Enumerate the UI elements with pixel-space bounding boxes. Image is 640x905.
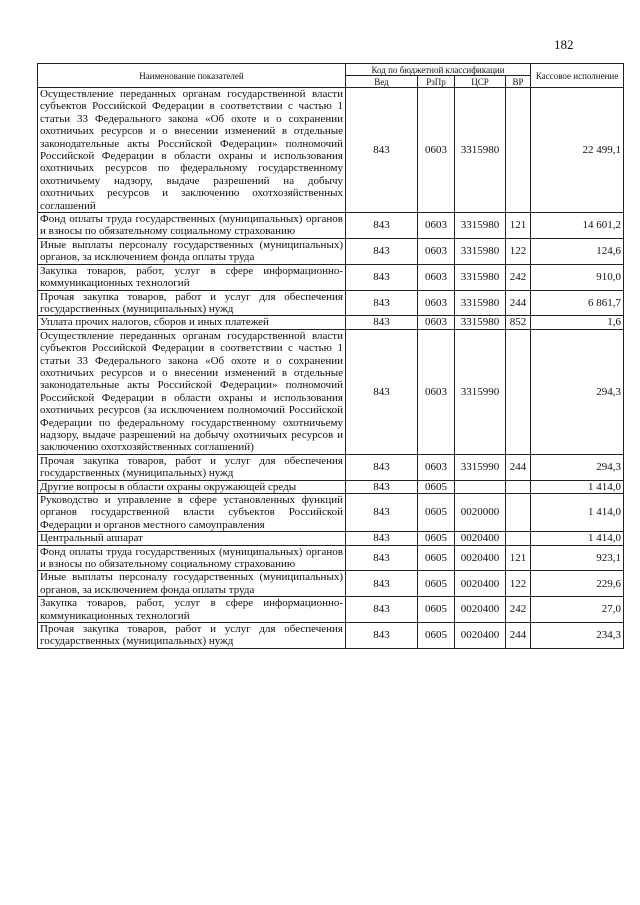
row-vr: 244 (506, 454, 531, 480)
header-name: Наименование показателей (38, 64, 346, 88)
page-number: 182 (554, 37, 574, 52)
row-rzpr: 0603 (418, 329, 455, 454)
row-name: Фонд оплаты труда государственных (муниципальных) органов и взносы по обязательному социальному страхованию (38, 545, 346, 571)
row-vr: 852 (506, 316, 531, 329)
row-ved: 843 (346, 480, 418, 493)
row-amount: 27,0 (531, 597, 624, 623)
row-rzpr: 0605 (418, 494, 455, 532)
table-row (38, 597, 624, 623)
header-vr: ВР (506, 76, 531, 88)
row-csr: 0020400 (455, 623, 506, 649)
row-amount: 22 499,1 (531, 88, 624, 213)
row-rzpr: 0605 (418, 532, 455, 545)
row-amount: 1 414,0 (531, 532, 624, 545)
table-row (38, 571, 624, 597)
header-csr: ЦСР (455, 76, 506, 88)
row-vr (506, 88, 531, 213)
row-vr: 244 (506, 290, 531, 316)
header-execution: Кассовое исполнение (531, 64, 624, 88)
table-row (38, 238, 624, 264)
row-name: Иные выплаты персоналу государственных (муниципальных) органов, за исключением фонда оплаты труда (38, 571, 346, 597)
row-csr: 0020400 (455, 597, 506, 623)
table-row (38, 623, 624, 649)
row-vr (506, 532, 531, 545)
header-ved: Вед (346, 76, 418, 88)
table-row (38, 454, 624, 480)
table-row (38, 88, 624, 213)
row-name: Осуществление переданных органам государственной власти субъектов Российской Федерации в соответствии с частью 1 статьи 33 Федерального закона «Об охоте и о сохранении охотничьих ресурсов и о внесении изменений в отдельные законодательные акты Российской Федерации» полномочий Российской Федерации в области охраны и использования охотничьих ресурсов (за исключением полномочий Российской Федерации по федеральному государственному охотничьему надзору, выдаче разрешений на добычу охотничьих ресурсов и заключению охотхозяйственных соглашений) (38, 329, 346, 454)
row-name: Закупка товаров, работ, услуг в сфере информационно-коммуникационных технологий (38, 264, 346, 290)
row-amount: 234,3 (531, 623, 624, 649)
row-rzpr: 0605 (418, 480, 455, 493)
row-amount: 923,1 (531, 545, 624, 571)
row-amount: 1,6 (531, 316, 624, 329)
header-code-group: Код по бюджетной классификации (346, 64, 531, 76)
row-ved: 843 (346, 238, 418, 264)
row-ved: 843 (346, 213, 418, 239)
row-ved: 843 (346, 532, 418, 545)
row-csr: 3315990 (455, 454, 506, 480)
row-rzpr: 0603 (418, 213, 455, 239)
row-amount: 1 414,0 (531, 494, 624, 532)
table-row (38, 290, 624, 316)
row-name: Иные выплаты персоналу государственных (муниципальных) органов, за исключением фонда оплаты труда (38, 238, 346, 264)
row-amount: 6 861,7 (531, 290, 624, 316)
row-amount: 294,3 (531, 454, 624, 480)
row-rzpr: 0603 (418, 454, 455, 480)
row-rzpr: 0603 (418, 238, 455, 264)
row-ved: 843 (346, 623, 418, 649)
row-rzpr: 0603 (418, 264, 455, 290)
budget-execution-table (37, 63, 624, 649)
row-amount: 14 601,2 (531, 213, 624, 239)
row-rzpr: 0605 (418, 623, 455, 649)
row-vr (506, 329, 531, 454)
row-csr: 3315980 (455, 213, 506, 239)
row-amount: 910,0 (531, 264, 624, 290)
row-vr: 244 (506, 623, 531, 649)
row-name: Прочая закупка товаров, работ и услуг для обеспечения государственных (муниципальных) нужд (38, 454, 346, 480)
row-csr: 3315990 (455, 329, 506, 454)
row-csr: 3315980 (455, 238, 506, 264)
table-row (38, 494, 624, 532)
row-name: Фонд оплаты труда государственных (муниципальных) органов и взносы по обязательному социальному страхованию (38, 213, 346, 239)
row-csr (455, 480, 506, 493)
row-name: Центральный аппарат (38, 532, 346, 545)
row-vr: 242 (506, 597, 531, 623)
row-vr (506, 494, 531, 532)
row-vr: 242 (506, 264, 531, 290)
table-row (38, 532, 624, 545)
row-amount: 294,3 (531, 329, 624, 454)
row-name: Закупка товаров, работ, услуг в сфере информационно-коммуникационных технологий (38, 597, 346, 623)
row-rzpr: 0605 (418, 545, 455, 571)
row-rzpr: 0605 (418, 571, 455, 597)
table-row (38, 213, 624, 239)
row-ved: 843 (346, 571, 418, 597)
row-csr: 3315980 (455, 290, 506, 316)
row-ved: 843 (346, 597, 418, 623)
row-name: Другие вопросы в области охраны окружающей среды (38, 480, 346, 493)
row-rzpr: 0603 (418, 316, 455, 329)
row-rzpr: 0603 (418, 290, 455, 316)
table-row (38, 329, 624, 454)
row-csr: 0020000 (455, 494, 506, 532)
row-amount: 124,6 (531, 238, 624, 264)
table-row (38, 316, 624, 329)
row-csr: 3315980 (455, 316, 506, 329)
row-ved: 843 (346, 454, 418, 480)
row-rzpr: 0603 (418, 88, 455, 213)
row-name: Осуществление переданных органам государственной власти субъектов Российской Федерации в соответствии с частью 1 статьи 33 Федерального закона «Об охоте и о сохранении охотничьих ресурсов и о внесении изменений в отдельные законодательные акты Российской Федерации» полномочий Российской Федерации в области охраны и использования охотничьих ресурсов по федеральному государственному охотничьему надзору, выдаче разрешений на добычу охотничьих ресурсов и заключению охотхозяйственных соглашений (38, 88, 346, 213)
row-ved: 843 (346, 88, 418, 213)
row-amount: 229,6 (531, 571, 624, 597)
row-amount: 1 414,0 (531, 480, 624, 493)
row-ved: 843 (346, 264, 418, 290)
row-vr: 122 (506, 238, 531, 264)
row-vr: 121 (506, 213, 531, 239)
row-ved: 843 (346, 545, 418, 571)
table-row (38, 480, 624, 493)
row-csr: 3315980 (455, 264, 506, 290)
row-ved: 843 (346, 316, 418, 329)
row-vr: 121 (506, 545, 531, 571)
row-csr: 0020400 (455, 545, 506, 571)
row-ved: 843 (346, 494, 418, 532)
table-row (38, 264, 624, 290)
row-ved: 843 (346, 290, 418, 316)
table-header (38, 64, 624, 88)
row-ved: 843 (346, 329, 418, 454)
row-csr: 0020400 (455, 532, 506, 545)
header-rzpr: РзПр (418, 76, 455, 88)
table-body (38, 88, 624, 649)
row-name: Уплата прочих налогов, сборов и иных платежей (38, 316, 346, 329)
row-vr (506, 480, 531, 493)
table-row (38, 545, 624, 571)
row-name: Прочая закупка товаров, работ и услуг для обеспечения государственных (муниципальных) нужд (38, 623, 346, 649)
row-name: Руководство и управление в сфере установленных функций органов государственной власти субъектов Российской Федерации и органов местного самоуправления (38, 494, 346, 532)
row-rzpr: 0605 (418, 597, 455, 623)
row-csr: 0020400 (455, 571, 506, 597)
row-vr: 122 (506, 571, 531, 597)
row-name: Прочая закупка товаров, работ и услуг для обеспечения государственных (муниципальных) нужд (38, 290, 346, 316)
row-csr: 3315980 (455, 88, 506, 213)
